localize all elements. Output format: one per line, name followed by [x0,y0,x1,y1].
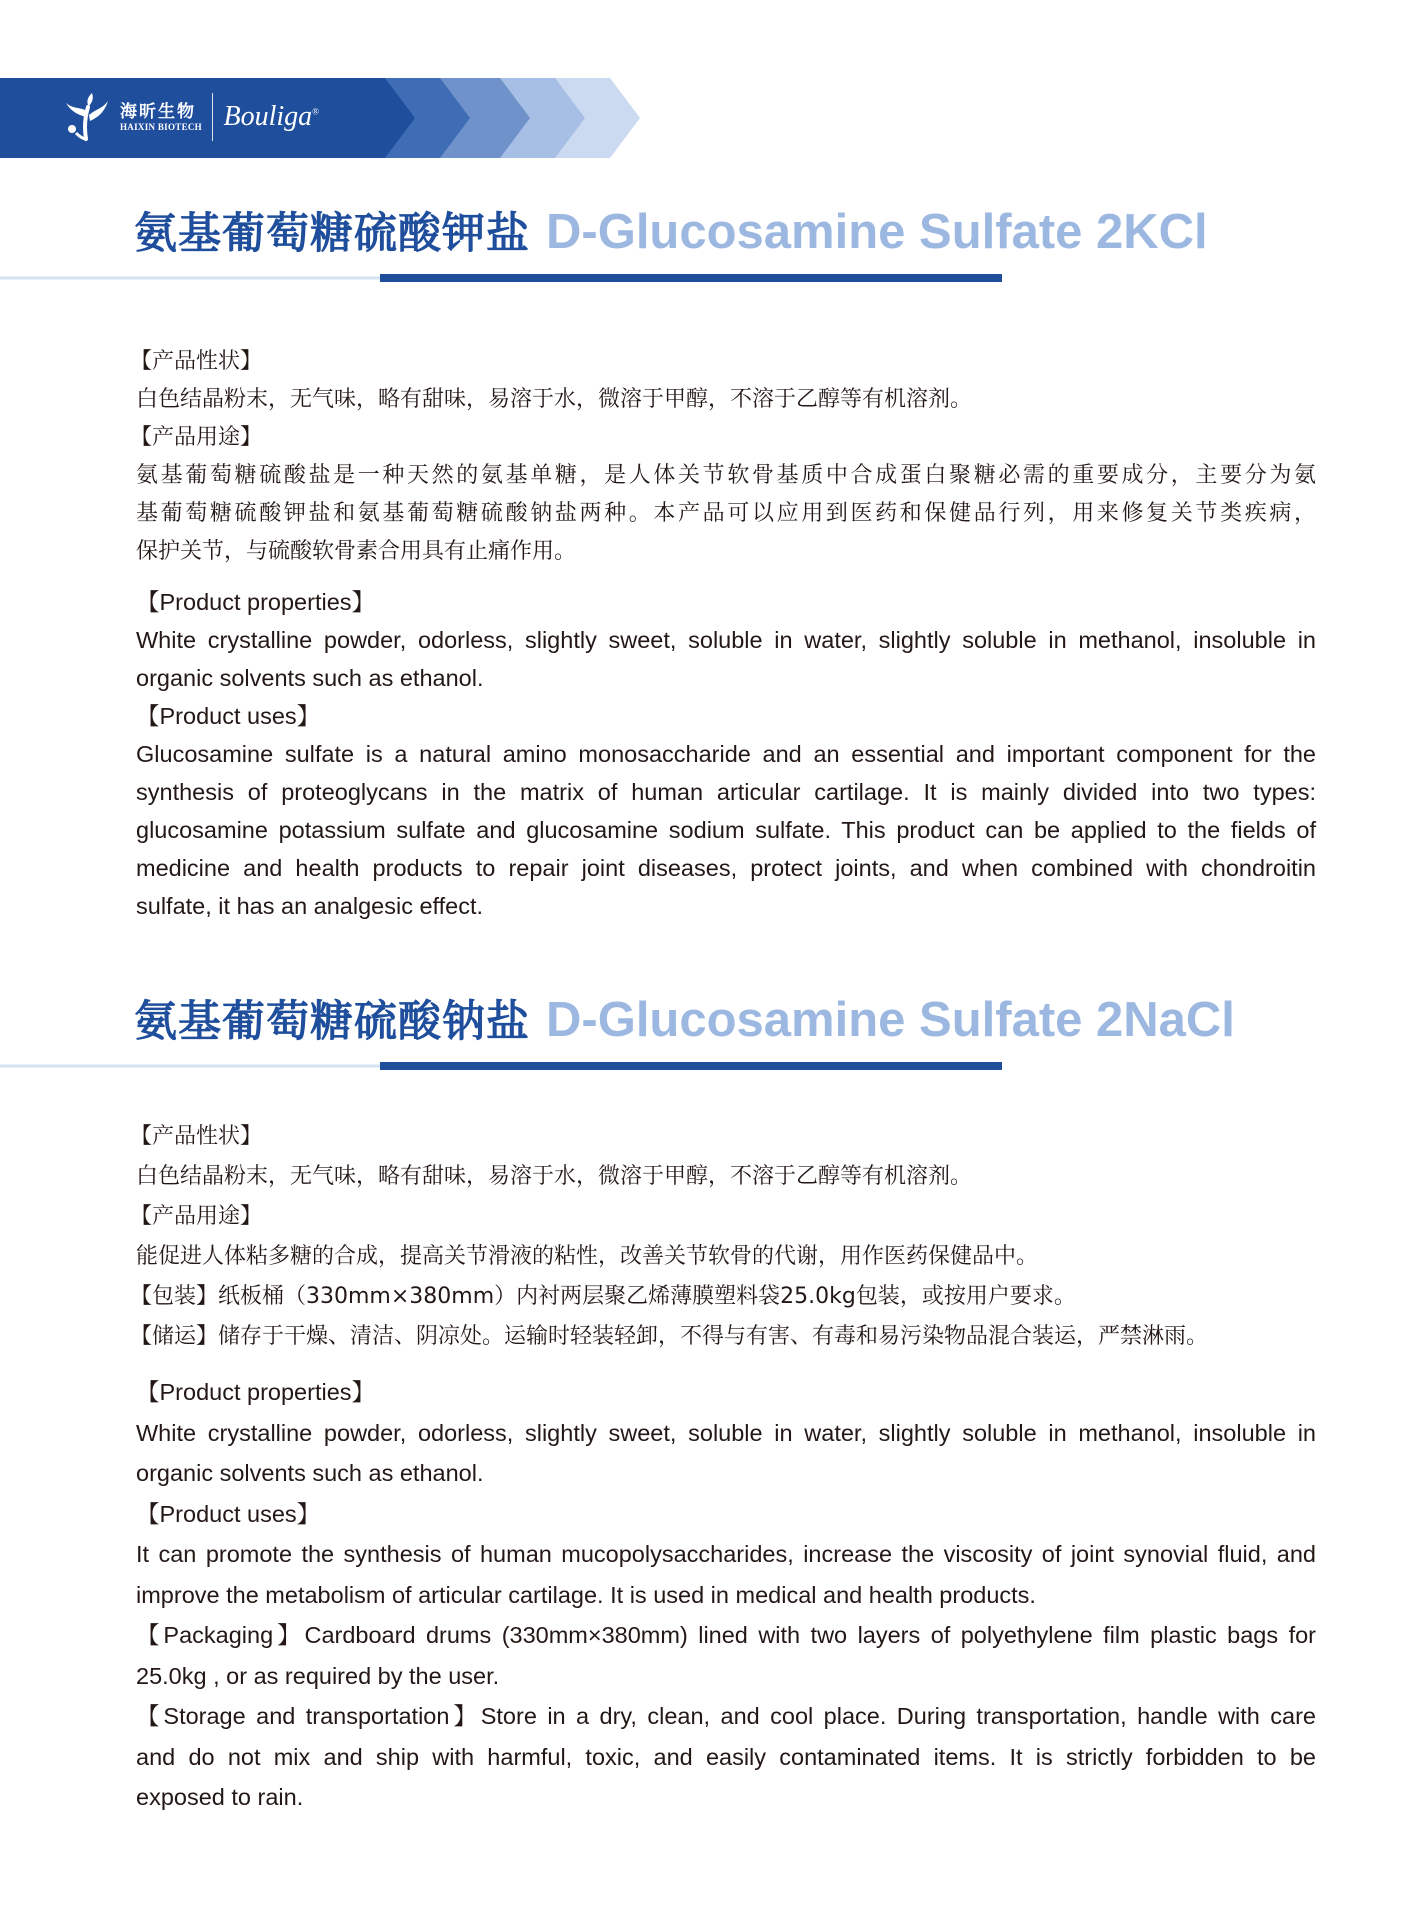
section2-en-storage-line: and do not mix and ship with harmful, toxic, and easily contaminated items. It is strictly forbidden to be [136,1743,1316,1770]
section1-en-properties-line: White crystalline powder, odorless, slightly sweet, soluble in water, slightly soluble in methanol, insoluble in [136,627,1316,653]
section1-en-block [136,583,1316,925]
section1-cn-properties-text: 白色结晶粉末，无气味，略有甜味，易溶于水，微溶于甲醇，不溶于乙醇等有机溶剂。 [136,387,973,412]
section1-title-cn: 氨基葡萄糖硫酸钾盐 [134,209,530,259]
section2-title-rule [0,1062,1002,1070]
section2-en-properties-line: White crystalline powder, odorless, slightly sweet, soluble in water, slightly soluble in methanol, insoluble in [136,1419,1316,1446]
section2-en-storage-line: exposed to rain. [136,1784,304,1810]
section2-en-packaging-line: 【Packaging】Cardboard drums (330mm×380mm) lined with two layers of polyethylene film plastic bags for [136,1622,1316,1648]
section2-cn-storage: 【储运】储存于干燥、清洁、阴凉处。运输时轻装轻卸，不得与有害、有毒和易污染物品混合装运，严禁淋雨。 [130,1324,1209,1349]
section2-en-packaging-line: 25.0kg , or as required by the user. [136,1662,500,1689]
section1-en-uses-heading: 【Product uses】 [136,703,321,729]
section1-cn-properties-heading: 【产品性状】 [130,349,263,374]
section1-en-uses-line: sulfate, it has an analgesic effect. [136,893,484,919]
brand-name: Bouliga® [223,101,319,132]
section1-title-rule [0,274,1002,282]
section2-en-uses-line: improve the metabolism of articular cartilage. It is used in medical and health products. [136,1581,1036,1608]
section1-en-uses-line: synthesis of proteoglycans in the matrix of human articular cartilage. It is mainly divided into two types: [136,779,1316,805]
registered-mark: ® [312,106,319,117]
logo-divider [212,93,214,141]
company-name-cn: 海昕生物 [120,101,196,122]
company-logo [58,86,319,148]
section1-cn-uses-line: 保护关节，与硫酸软骨素合用具有止痛作用。 [136,539,577,564]
section2-cn-properties-heading: 【产品性状】 [130,1124,263,1149]
section2-title-cn: 氨基葡萄糖硫酸钠盐 [134,997,530,1047]
haixin-logo-icon [58,89,114,145]
section1-en-properties-line: organic solvents such as ethanol. [136,665,484,691]
section1-en-uses-line: medicine and health products to repair joint diseases, protect joints, and when combined with chondroitin [136,855,1316,881]
section2-en-properties-heading: 【Product properties】 [136,1379,376,1405]
section1-title [134,200,1208,261]
section2-en-properties-line: organic solvents such as ethanol. [136,1460,484,1486]
section2-cn-uses-heading: 【产品用途】 [130,1204,263,1229]
section2-cn-block [130,1117,1316,1357]
section2-title-en: D-Glucosamine Sulfate 2NaCl [546,993,1235,1047]
section1-cn-uses-line: 氨基葡萄糖硫酸盐是一种天然的氨基单糖，是人体关节软骨基质中合成蛋白聚糖必需的重要成分，主要分为氨 [136,463,1316,488]
section2-cn-properties-text: 白色结晶粉末，无气味，略有甜味，易溶于水，微溶于甲醇，不溶于乙醇等有机溶剂。 [136,1164,973,1189]
section2-cn-uses-text: 能促进人体粘多糖的合成，提高关节滑液的粘性，改善关节软骨的代谢，用作医药保健品中。 [136,1244,1039,1269]
section1-cn-uses-heading: 【产品用途】 [130,425,263,450]
company-name-en: HAIXIN BIOTECH [120,121,202,132]
section2-title [134,988,1235,1049]
section2-en-block [136,1372,1316,1818]
section1-en-properties-heading: 【Product properties】 [136,589,376,615]
section1-en-uses-line: Glucosamine sulfate is a natural amino monosaccharide and an essential and important component for the [136,741,1316,767]
section2-cn-packaging: 【包装】纸板桶（330mm×380mm）内衬两层聚乙烯薄膜塑料袋25.0kg包装，或按用户要求。 [130,1284,1076,1309]
section1-cn-uses-line: 基葡萄糖硫酸钾盐和氨基葡萄糖硫酸钠盐两种。本产品可以应用到医药和保健品行列，用来修复关节类疾病， [136,501,1316,526]
section2-en-storage-line: 【Storage and transportation】Store in a dry, clean, and cool place. During transportation, handle with care [136,1703,1316,1729]
section2-en-uses-heading: 【Product uses】 [136,1500,321,1527]
section1-title-en: D-Glucosamine Sulfate 2KCl [546,205,1208,259]
section1-en-uses-line: glucosamine potassium sulfate and glucosamine sodium sulfate. This product can be applied to the fields of [136,817,1316,843]
section1-cn-block [130,343,1316,571]
section2-en-uses-line: It can promote the synthesis of human mucopolysaccharides, increase the viscosity of joint synovial fluid, and [136,1541,1316,1567]
